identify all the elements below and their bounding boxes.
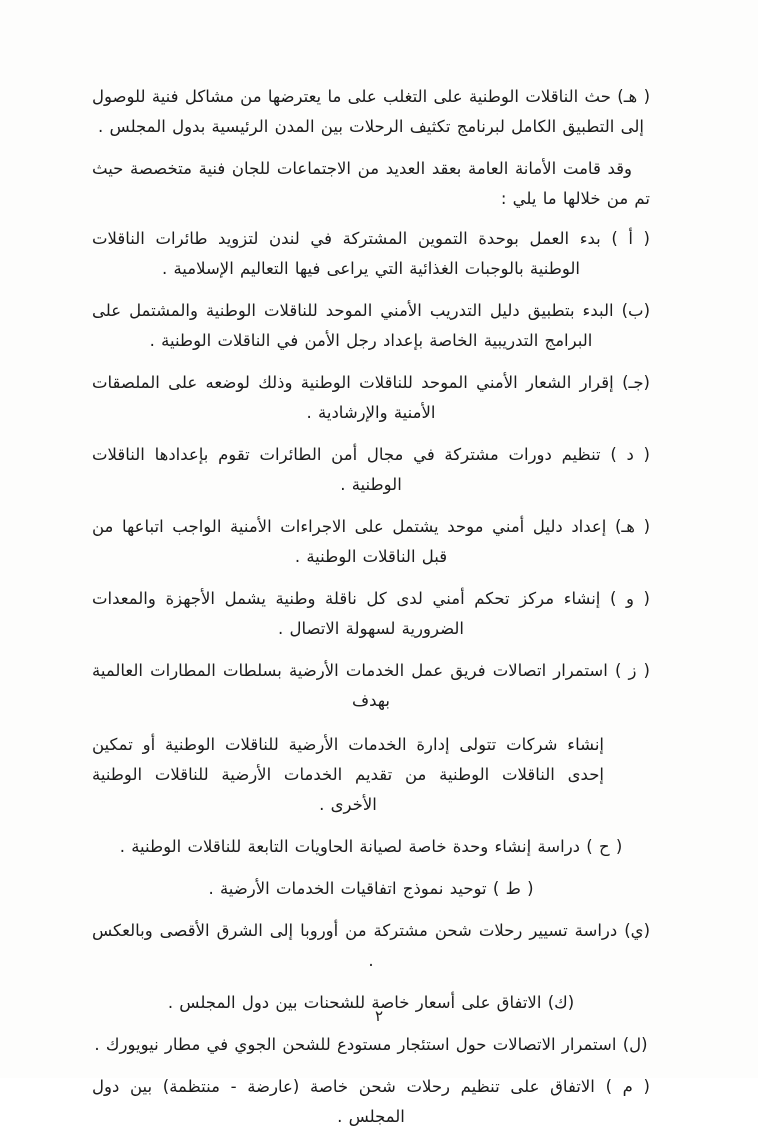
item-text: استمرار اتصالات فريق عمل الخدمات الأرضية بسلطات المطارات العالمية بهدف: [92, 661, 608, 710]
list-item: [92, 440, 650, 500]
item-label: ( هـ): [614, 517, 651, 536]
item-label: (ك): [547, 993, 575, 1012]
list-item: [92, 1072, 650, 1132]
item-text: دراسة تسيير رحلات شحن مشتركة من أوروبا إلى الشرق الأقصى وبالعكس .: [92, 921, 618, 970]
item-text: تنظيم دورات مشتركة في مجال أمن الطائرات تقوم بإعدادها الناقلات الوطنية .: [92, 445, 601, 494]
intro-paragraph: وقد قامت الأمانة العامة بعقد العديد من الاجتماعات للجان فنية متخصصة حيث تم من خلالها ما يلي :: [92, 159, 650, 208]
item-label: (ي): [624, 921, 651, 940]
item-text: البدء بتطبيق دليل التدريب الأمني الموحد للناقلات الوطنية والمشتمل على البرامج التدريبية الخاصة بإعداد رجل الأمن في الناقلات الوطنية .: [92, 301, 614, 350]
item-label: ( د ): [610, 445, 650, 464]
item-text: إنشاء مركز تحكم أمني لدى كل ناقلة وطنية يشمل الأجهزة والمعدات الضرورية لسهولة الاتصال .: [92, 589, 601, 638]
list-item: [92, 224, 650, 284]
item-label: ( م ): [605, 1077, 650, 1096]
items-list: [92, 224, 650, 1132]
item-text: دراسة إنشاء وحدة خاصة لصيانة الحاويات التابعة للناقلات الوطنية .: [119, 837, 581, 856]
list-item: [92, 916, 650, 976]
list-item: [92, 512, 650, 572]
list-item: [92, 874, 650, 904]
page-footer: [0, 1004, 758, 1028]
item-label: (ل): [622, 1035, 648, 1054]
list-item: [92, 1030, 650, 1060]
list-item: [92, 584, 650, 644]
list-item: [92, 832, 650, 862]
item-text: الاتفاق على أسعار خاصة للشحنات بين دول المجلس .: [167, 993, 542, 1012]
item-continuation: إنشاء شركات تتولى إدارة الخدمات الأرضية للناقلات الوطنية أو تمكين إحدى الناقلات الوطنية من تقديم الخدمات الأرضية للناقلات الوطنية الأخرى .: [92, 735, 604, 814]
item-text: توحيد نموذج اتفاقيات الخدمات الأرضية .: [208, 879, 487, 898]
item-label: (جـ): [622, 373, 650, 392]
item-label: ( أ ): [611, 229, 650, 248]
top-item: [92, 82, 650, 142]
item-label: ( ح ): [586, 837, 623, 856]
item-label: ( و ): [609, 589, 650, 608]
item-label: ( ط ): [492, 879, 534, 898]
list-item: [92, 296, 650, 356]
list-item: [92, 656, 650, 716]
item-label: (ب): [621, 301, 651, 320]
item-text: إعداد دليل أمني موحد يشتمل على الاجراءات الأمنية الواجب اتباعها من قبل الناقلات الوطنية .: [92, 517, 607, 566]
item-text: حث الناقلات الوطنية على التغلب على ما يعترضها من مشاكل فنية للوصول إلى التطبيق الكامل لبرنامج تكثيف الرحلات بين المدن الرئيسية بدول المجلس .: [92, 87, 644, 136]
item-label: ( هـ): [617, 87, 651, 106]
item-text: استمرار الاتصالات حول استئجار مستودع للشحن الجوي في مطار نيويورك .: [94, 1035, 617, 1054]
item-label: ( ز ): [614, 661, 650, 680]
item-text: إقرار الشعار الأمني الموحد للناقلات الوطنية وذلك لوضعه على الملصقات الأمنية والإرشادية .: [92, 373, 614, 422]
item-text: الاتفاق على تنظيم رحلات شحن خاصة (عارضة - منتظمة) بين دول المجلس .: [92, 1077, 595, 1126]
page-number: ٢: [374, 1007, 384, 1025]
item-text: بدء العمل بوحدة التموين المشتركة في لندن لتزويد طائرات الناقلات الوطنية بالوجبات الغذائية التي يراعى فيها التعاليم الإسلامية .: [92, 229, 601, 278]
list-item: [92, 368, 650, 428]
